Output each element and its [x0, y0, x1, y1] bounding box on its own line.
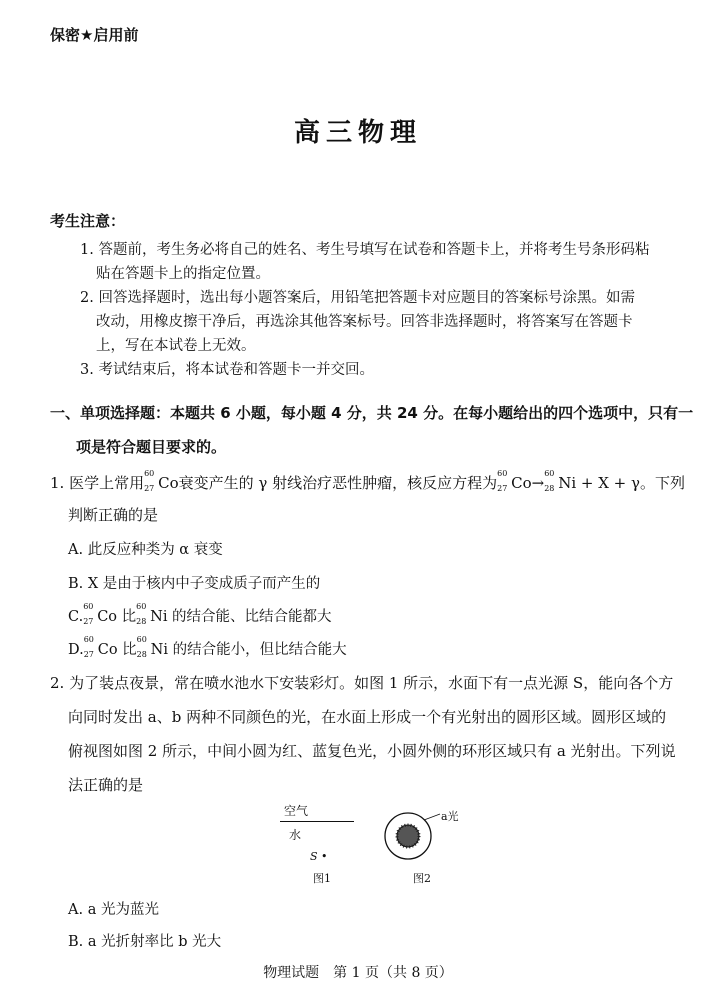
page-footer: 物理试题 第 1 页（共 8 页） [263, 965, 453, 981]
question-1-option-d: D. 60 27 Co 比 60 28 Ni 的结合能小，但比结合能大 [68, 635, 347, 659]
question-1-stem-cont: 判断正确的是 [68, 506, 159, 524]
page-title: 高三物理 [293, 118, 422, 148]
section-heading-cont: 项是符合题目要求的。 [76, 438, 227, 456]
notice-item-1-cont: 贴在答题卡上的指定位置。 [96, 266, 270, 282]
section-heading: 一、单项选择题：本题共 6 小题，每小题 4 分，共 24 分。在每小题给出的四个选项中，只有一 [50, 404, 694, 422]
notice-item-1: 1. 答题前，考生务必将自己的姓名、考生号填写在试卷和答题卡上，并将考生号条形码粘 [80, 242, 650, 258]
question-2-stem-4: 法正确的是 [68, 776, 144, 794]
question-1-stem: 1. 医学上常用 60 27 Co衰变产生的 γ 射线治疗恶性肿瘤，核反应方程为 60 27 Co→ 60 28 Ni + X + γ。下列 [50, 469, 685, 493]
question-2-stem-2: 向同时发出 a、b 两种不同颜色的光，在水面上形成一个有光射出的圆形区域。圆形区域的 [68, 708, 667, 726]
question-1-option-c: C. 60 27 Co 比 60 28 Ni 的结合能、比结合能都大 [68, 602, 332, 626]
nuclide-ni: 60 28 [544, 469, 555, 493]
figure-1-water-surface [280, 821, 354, 822]
question-2-stem-3: 俯视图如图 2 所示，中间小圆为红、蓝复色光，小圆外侧的环形区域只有 a 光射出。下列说 [68, 742, 676, 760]
question-1-option-b: B. X 是由于核内中子变成质子而产生的 [68, 576, 321, 592]
notice-item-2: 2. 回答选择题时，选出每小题答案后，用铅笔把答题卡对应题目的答案标号涂黑。如需 [80, 290, 635, 306]
figure-1-caption: 图1 [313, 872, 331, 885]
figure-2-caption: 图2 [413, 872, 431, 885]
question-2-option-a: A. a 光为蓝光 [68, 902, 159, 918]
notice-item-3: 3. 考试结束后，将本试卷和答题卡一并交回。 [80, 362, 374, 378]
notice-item-2-cont2: 上，写在本试卷上无效。 [96, 338, 256, 354]
question-2-option-b: B. a 光折射率比 b 光大 [68, 934, 222, 950]
figure-1-water-label: 水 [289, 828, 302, 842]
question-1-option-a: A. 此反应种类为 α 衰变 [68, 542, 223, 558]
question-2-stem: 2. 为了装点夜景，常在喷水池水下安装彩灯。如图 1 所示，水面下有一点光源 S，能向各个方 [50, 674, 674, 692]
confidential-label: 保密★启用前 [50, 26, 139, 44]
notice-heading: 考生注意： [50, 212, 126, 230]
figure-1-source: S • [310, 850, 328, 863]
nuclide-co: 60 27 [144, 469, 155, 493]
figure-2-label: a光 [441, 810, 459, 823]
notice-item-2-cont: 改动，用橡皮擦干净后，再选涂其他答案标号。回答非选择题时，将答案写在答题卡 [96, 314, 633, 330]
figure-1-air-label: 空气 [284, 804, 309, 818]
